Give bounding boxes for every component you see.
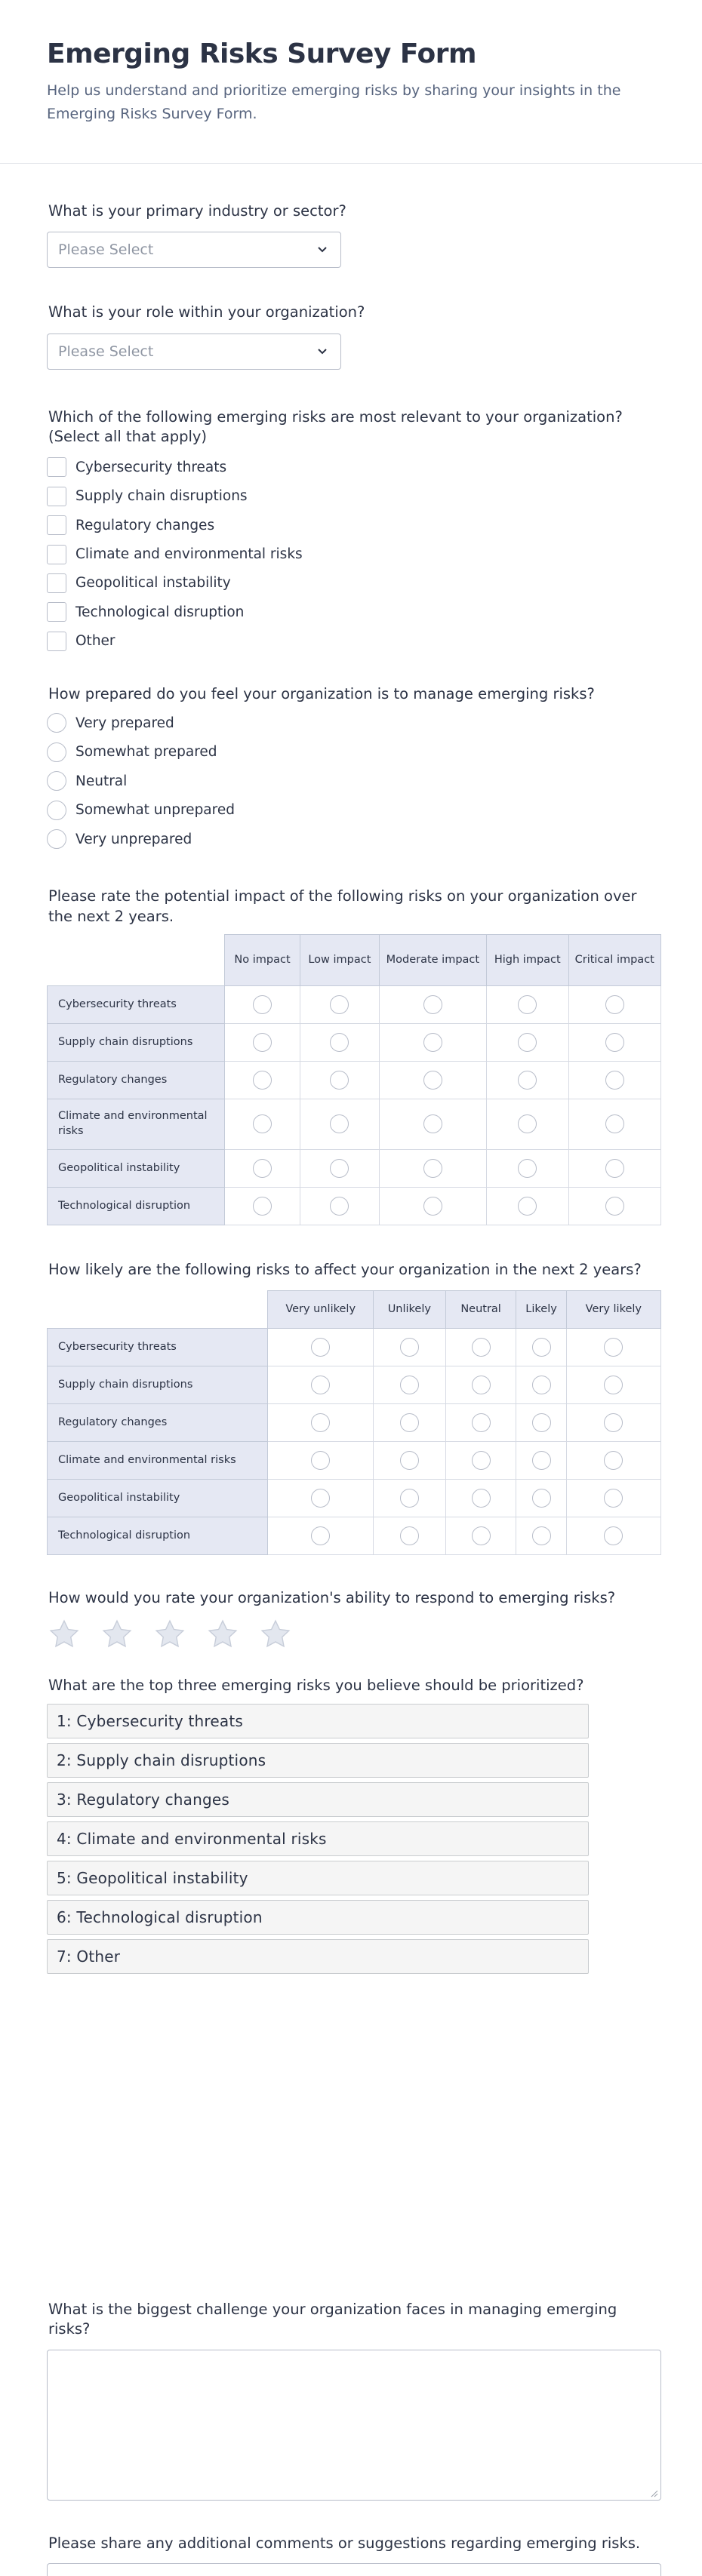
matrix-cell[interactable] (379, 1061, 487, 1099)
select-placeholder: Please Select (58, 241, 154, 259)
question-likelihood-matrix (47, 1260, 655, 1555)
matrix-radio[interactable] (604, 1338, 623, 1357)
star-icon[interactable] (207, 1618, 239, 1650)
question-label: What is your role within your organization? (48, 303, 365, 321)
matrix-cell[interactable] (516, 1404, 566, 1442)
matrix-cell[interactable] (566, 1442, 660, 1480)
form-content (0, 201, 702, 2576)
matrix-cell[interactable] (568, 1149, 661, 1187)
matrix-row-label: Cybersecurity threats (48, 1329, 268, 1366)
radio-button[interactable] (47, 742, 66, 762)
question-label: What are the top three emerging risks you believe should be prioritized? (48, 1677, 584, 1695)
radio-option[interactable] (47, 738, 655, 767)
checkbox-option[interactable] (47, 627, 655, 656)
radio-label: Somewhat unprepared (75, 802, 235, 819)
matrix-cell[interactable] (379, 1099, 487, 1149)
matrix-cell[interactable] (487, 1061, 568, 1099)
matrix-row (48, 1023, 661, 1061)
matrix-radio[interactable] (330, 995, 349, 1014)
radio-list (47, 709, 655, 853)
ranking-item[interactable]: 2: Supply chain disruptions (47, 1743, 589, 1778)
matrix-cell[interactable] (487, 1149, 568, 1187)
matrix-column-header: Neutral (445, 1291, 516, 1329)
ranking-item[interactable]: 5: Geopolitical instability (47, 1861, 589, 1895)
star-icon[interactable] (48, 1618, 80, 1650)
question-impact-matrix (47, 887, 655, 1225)
matrix-cell[interactable] (373, 1404, 445, 1442)
matrix-row (48, 1149, 661, 1187)
matrix-radio[interactable] (604, 1489, 623, 1508)
matrix-radio[interactable] (532, 1489, 551, 1508)
matrix-radio[interactable] (472, 1338, 491, 1357)
matrix-cell[interactable] (379, 985, 487, 1023)
radio-option[interactable] (47, 825, 655, 853)
matrix-radio[interactable] (311, 1413, 330, 1432)
matrix-cell[interactable] (566, 1329, 660, 1366)
matrix-cell[interactable] (300, 1099, 379, 1149)
matrix-radio[interactable] (518, 1033, 537, 1052)
matrix-row (48, 1099, 661, 1149)
radio-label: Neutral (75, 773, 128, 789)
matrix-radio[interactable] (518, 1197, 537, 1216)
matrix-radio[interactable] (400, 1413, 419, 1432)
checkbox-label: Geopolitical instability (75, 575, 231, 592)
matrix-radio[interactable] (605, 1071, 624, 1090)
form-subtitle: Help us understand and prioritize emerging risks by sharing your insights in the Emerging Risks Survey Form. (47, 82, 621, 122)
radio-option[interactable] (47, 767, 655, 795)
matrix-row-label: Geopolitical instability (48, 1480, 268, 1517)
matrix-radio[interactable] (330, 1197, 349, 1216)
comments-textarea[interactable] (47, 2563, 661, 2576)
matrix-row-label: Supply chain disruptions (48, 1366, 268, 1404)
matrix-radio[interactable] (400, 1338, 419, 1357)
matrix-cell[interactable] (487, 1187, 568, 1225)
checkbox-label: Cybersecurity threats (75, 459, 227, 475)
radio-button[interactable] (47, 801, 66, 820)
matrix-row-label: Cybersecurity threats (48, 985, 225, 1023)
matrix-radio[interactable] (423, 1071, 442, 1090)
checkbox[interactable] (47, 573, 66, 593)
matrix-row-label: Geopolitical instability (48, 1149, 225, 1187)
matrix-cell[interactable] (516, 1442, 566, 1480)
matrix-radio[interactable] (311, 1526, 330, 1545)
matrix-cell[interactable] (268, 1329, 374, 1366)
matrix-radio[interactable] (532, 1338, 551, 1357)
question-label: How likely are the following risks to affect your organization in the next 2 years? (48, 1260, 642, 1278)
matrix-cell[interactable] (300, 1187, 379, 1225)
question-prioritize (47, 1676, 655, 1973)
radio-button[interactable] (47, 771, 66, 791)
matrix-cell[interactable] (445, 1480, 516, 1517)
matrix-radio[interactable] (605, 1197, 624, 1216)
matrix-cell[interactable] (268, 1366, 374, 1404)
matrix-radio[interactable] (311, 1376, 330, 1394)
checkbox-label: Climate and environmental risks (75, 546, 303, 563)
ranking-item[interactable]: 1: Cybersecurity threats (47, 1704, 589, 1738)
matrix-cell[interactable] (224, 1061, 300, 1099)
matrix-cell[interactable] (445, 1404, 516, 1442)
matrix-cell[interactable] (373, 1480, 445, 1517)
matrix-radio[interactable] (311, 1338, 330, 1357)
matrix-radio[interactable] (605, 1033, 624, 1052)
matrix-cell[interactable] (300, 1023, 379, 1061)
question-role (47, 303, 655, 369)
matrix-cell[interactable] (445, 1329, 516, 1366)
matrix-radio[interactable] (423, 1114, 442, 1133)
matrix-radio[interactable] (604, 1451, 623, 1470)
matrix-header-row (48, 934, 661, 985)
matrix-cell[interactable] (300, 985, 379, 1023)
matrix-radio[interactable] (472, 1451, 491, 1470)
matrix-cell[interactable] (568, 1061, 661, 1099)
ranking-item[interactable]: 3: Regulatory changes (47, 1782, 589, 1817)
matrix-cell[interactable] (224, 1023, 300, 1061)
matrix-cell[interactable] (224, 1099, 300, 1149)
matrix-row (48, 985, 661, 1023)
matrix-radio[interactable] (400, 1376, 419, 1394)
matrix-cell[interactable] (300, 1149, 379, 1187)
checkbox-option[interactable] (47, 539, 655, 568)
checkbox-label: Technological disruption (75, 604, 245, 620)
checkbox[interactable] (47, 602, 66, 622)
matrix-radio[interactable] (253, 1114, 272, 1133)
matrix-radio[interactable] (532, 1413, 551, 1432)
checkbox-option[interactable] (47, 598, 655, 626)
matrix-cell[interactable] (487, 1023, 568, 1061)
checkbox-label: Other (75, 633, 115, 650)
matrix-column-header: No impact (224, 934, 300, 985)
matrix-radio[interactable] (423, 995, 442, 1014)
matrix-row (48, 1061, 661, 1099)
matrix-cell[interactable] (379, 1187, 487, 1225)
matrix-cell[interactable] (379, 1149, 487, 1187)
ranking-item[interactable]: 7: Other (47, 1939, 589, 1974)
matrix-radio[interactable] (423, 1197, 442, 1216)
matrix-row (48, 1329, 661, 1366)
matrix-cell[interactable] (373, 1442, 445, 1480)
matrix-radio[interactable] (472, 1489, 491, 1508)
matrix-corner (48, 1291, 268, 1329)
matrix-cell[interactable] (373, 1517, 445, 1555)
matrix-radio[interactable] (532, 1526, 551, 1545)
matrix-radio[interactable] (330, 1071, 349, 1090)
matrix-cell[interactable] (487, 1099, 568, 1149)
matrix-column-header: Low impact (300, 934, 379, 985)
matrix-column-header: Likely (516, 1291, 566, 1329)
checkbox[interactable] (47, 545, 66, 564)
checkbox[interactable] (47, 515, 66, 535)
matrix-row-label: Technological disruption (48, 1187, 225, 1225)
star-icon[interactable] (154, 1618, 186, 1650)
question-label: What is the biggest challenge your organization faces in managing emerging risks? (48, 2300, 617, 2338)
matrix-radio[interactable] (330, 1159, 349, 1178)
matrix-cell[interactable] (566, 1366, 660, 1404)
ranking-list (47, 1704, 655, 1974)
checkbox-option[interactable] (47, 453, 655, 481)
matrix-cell[interactable] (373, 1329, 445, 1366)
matrix-radio[interactable] (518, 1159, 537, 1178)
matrix-cell[interactable] (224, 1187, 300, 1225)
matrix-row-label: Technological disruption (48, 1517, 268, 1555)
matrix-radio[interactable] (423, 1159, 442, 1178)
radio-button[interactable] (47, 829, 66, 849)
challenge-textarea[interactable] (47, 2350, 661, 2501)
matrix-radio[interactable] (518, 1071, 537, 1090)
matrix-cell[interactable] (300, 1061, 379, 1099)
question-response-ability (47, 1588, 655, 1650)
question-label: What is your primary industry or sector? (48, 201, 346, 220)
matrix-cell[interactable] (516, 1366, 566, 1404)
checkbox[interactable] (47, 632, 66, 651)
checkbox-list (47, 453, 655, 656)
radio-label: Very prepared (75, 715, 174, 731)
radio-label: Somewhat prepared (75, 744, 217, 761)
radio-button[interactable] (47, 713, 66, 733)
matrix-cell[interactable] (487, 985, 568, 1023)
radio-label: Very unprepared (75, 831, 192, 847)
matrix-row-label: Regulatory changes (48, 1061, 225, 1099)
matrix-cell[interactable] (373, 1366, 445, 1404)
question-label: How would you rate your organization's ability to respond to emerging risks? (48, 1589, 616, 1607)
chevron-down-icon (316, 345, 328, 357)
matrix-radio[interactable] (518, 1114, 537, 1133)
select-placeholder: Please Select (58, 343, 154, 360)
matrix-cell[interactable] (224, 985, 300, 1023)
checkbox-option[interactable] (47, 569, 655, 598)
matrix-radio[interactable] (253, 1071, 272, 1090)
matrix-radio[interactable] (253, 1197, 272, 1216)
matrix-radio[interactable] (423, 1033, 442, 1052)
matrix-row-label: Supply chain disruptions (48, 1023, 225, 1061)
checkbox-label: Regulatory changes (75, 517, 215, 533)
matrix-column-header: Very likely (566, 1291, 660, 1329)
star-icon[interactable] (101, 1618, 133, 1650)
matrix-radio[interactable] (311, 1451, 330, 1470)
matrix-row (48, 1517, 661, 1555)
matrix-row (48, 1366, 661, 1404)
matrix-cell[interactable] (268, 1404, 374, 1442)
matrix-radio[interactable] (330, 1033, 349, 1052)
resize-grip-icon[interactable] (649, 2488, 658, 2498)
matrix-cell[interactable] (379, 1023, 487, 1061)
radio-option[interactable] (47, 709, 655, 737)
matrix-radio[interactable] (605, 1159, 624, 1178)
matrix-cell[interactable] (224, 1149, 300, 1187)
chevron-down-icon (316, 243, 328, 255)
matrix-cell[interactable] (566, 1517, 660, 1555)
matrix-radio[interactable] (605, 1114, 624, 1133)
likelihood-matrix (47, 1290, 661, 1555)
matrix-row (48, 1442, 661, 1480)
matrix-column-header: Very unlikely (268, 1291, 374, 1329)
matrix-cell[interactable] (445, 1442, 516, 1480)
checkbox[interactable] (47, 457, 66, 477)
question-industry (47, 201, 655, 268)
matrix-corner (48, 934, 225, 985)
matrix-cell[interactable] (568, 1187, 661, 1225)
form-title: Emerging Risks Survey Form (47, 38, 477, 69)
matrix-radio[interactable] (400, 1451, 419, 1470)
checkbox[interactable] (47, 487, 66, 506)
question-label: Please rate the potential impact of the following risks on your organization over the next 2 years. (48, 887, 637, 925)
radio-option[interactable] (47, 795, 655, 824)
matrix-row (48, 1480, 661, 1517)
matrix-cell[interactable] (268, 1517, 374, 1555)
checkbox-option[interactable] (47, 511, 655, 539)
matrix-cell[interactable] (268, 1442, 374, 1480)
role-select[interactable] (47, 334, 341, 370)
matrix-column-header: Moderate impact (379, 934, 487, 985)
matrix-radio[interactable] (605, 995, 624, 1014)
question-challenge (47, 2300, 655, 2501)
matrix-column-header: High impact (487, 934, 568, 985)
matrix-radio[interactable] (253, 1033, 272, 1052)
matrix-column-header: Unlikely (373, 1291, 445, 1329)
matrix-radio[interactable] (472, 1376, 491, 1394)
matrix-column-header: Critical impact (568, 934, 661, 985)
star-rating (47, 1618, 655, 1650)
matrix-radio[interactable] (604, 1413, 623, 1432)
matrix-cell[interactable] (566, 1404, 660, 1442)
question-preparedness (47, 684, 655, 853)
matrix-cell[interactable] (568, 1099, 661, 1149)
matrix-cell[interactable] (445, 1517, 516, 1555)
matrix-radio[interactable] (532, 1376, 551, 1394)
matrix-radio[interactable] (311, 1489, 330, 1508)
matrix-header-row (48, 1291, 661, 1329)
question-relevant-risks (47, 407, 655, 656)
matrix-cell[interactable] (516, 1329, 566, 1366)
matrix-radio[interactable] (472, 1413, 491, 1432)
matrix-cell[interactable] (568, 985, 661, 1023)
matrix-cell[interactable] (445, 1366, 516, 1404)
form-header (0, 0, 702, 164)
matrix-radio[interactable] (253, 1159, 272, 1178)
impact-matrix (47, 934, 661, 1225)
matrix-cell[interactable] (268, 1480, 374, 1517)
matrix-row-label: Regulatory changes (48, 1404, 268, 1442)
matrix-radio[interactable] (330, 1114, 349, 1133)
question-label: Please share any additional comments or suggestions regarding emerging risks. (48, 2535, 641, 2553)
matrix-cell[interactable] (516, 1517, 566, 1555)
matrix-radio[interactable] (532, 1451, 551, 1470)
matrix-row (48, 1187, 661, 1225)
matrix-row-label: Climate and environmental risks (48, 1442, 268, 1480)
checkbox-label: Supply chain disruptions (75, 488, 248, 505)
matrix-row-label: Climate and environmental risks (48, 1099, 225, 1149)
ranking-item[interactable]: 4: Climate and environmental risks (47, 1821, 589, 1856)
checkbox-option[interactable] (47, 482, 655, 511)
matrix-radio[interactable] (253, 995, 272, 1014)
matrix-row (48, 1404, 661, 1442)
matrix-radio[interactable] (518, 995, 537, 1014)
matrix-cell[interactable] (568, 1023, 661, 1061)
question-comments (47, 2534, 655, 2576)
matrix-radio[interactable] (400, 1526, 419, 1545)
star-icon[interactable] (260, 1618, 291, 1650)
matrix-radio[interactable] (604, 1376, 623, 1394)
matrix-cell[interactable] (516, 1480, 566, 1517)
matrix-radio[interactable] (604, 1526, 623, 1545)
industry-select[interactable] (47, 232, 341, 268)
matrix-cell[interactable] (566, 1480, 660, 1517)
matrix-radio[interactable] (472, 1526, 491, 1545)
question-label: Which of the following emerging risks are most relevant to your organization? (Select all that apply) (48, 407, 623, 445)
question-label: How prepared do you feel your organization is to manage emerging risks? (48, 684, 595, 702)
ranking-item[interactable]: 6: Technological disruption (47, 1900, 589, 1935)
matrix-radio[interactable] (400, 1489, 419, 1508)
